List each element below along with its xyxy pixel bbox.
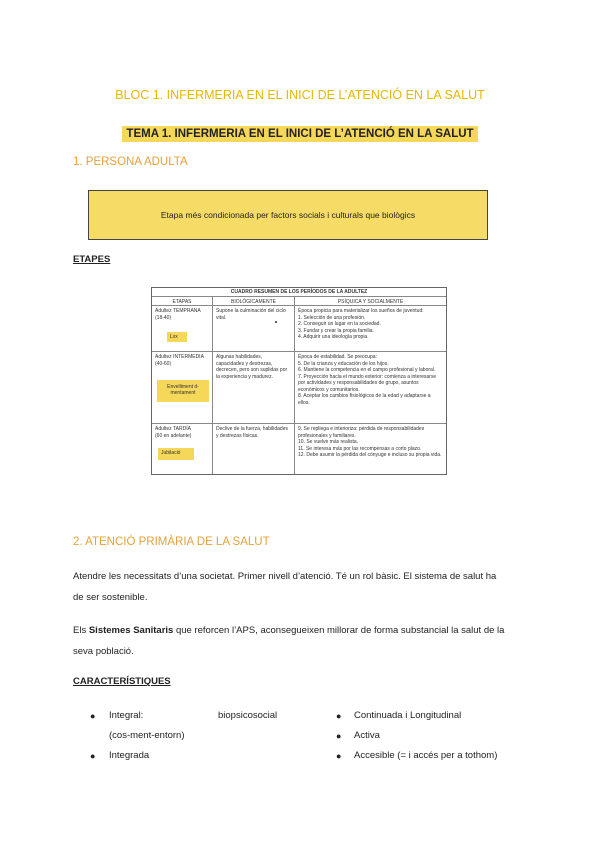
bio-cell: Supone la culminación del ciclo vital. bbox=[213, 306, 295, 351]
paragraph-aps bbox=[73, 566, 528, 608]
bullet-text: (cos-ment-entorn) bbox=[109, 730, 185, 741]
para-text: que reforcen l’APS, aconsegueixen millorar de forma substancial la salut de la bbox=[173, 625, 505, 636]
table-caption: CUADRO RESUMEN DE LOS PERÍODOS DE LA ADULTEZ bbox=[152, 288, 446, 297]
table-header-row bbox=[152, 297, 446, 306]
psi-line: Época de estabilidad. Se preocupa: bbox=[298, 354, 377, 360]
psi-line: 1. Selección de una profesión. bbox=[298, 314, 366, 321]
psi-line: 11. Se interesa más por las recompensas a corto plazo. bbox=[298, 445, 422, 452]
bullet-icon: ● bbox=[336, 731, 342, 741]
psi-cell bbox=[295, 352, 446, 423]
etapa-range: (18-40) bbox=[155, 314, 172, 321]
para-text: Els bbox=[73, 625, 89, 636]
bio-cell: Algunas habilidades, capacidades y destrezas, decrecen, pero son suplidas por la experiencia y madurez. bbox=[213, 352, 295, 423]
para-line: Atendre les necessitats d’una societat. Primer nivell d’atenció. Té un rol bàsic. El sistema de salut ha bbox=[73, 571, 497, 582]
psi-line: 9. Se repliega e interioriza: pérdida de responsabilidades profesionales y familiares. bbox=[298, 426, 425, 439]
psi-line: 7. Proyección hacia el mundo exterior: comienza a interesarse por actividades y responsabilidades de grupo, asuntos económicos y comunitarios. bbox=[298, 373, 437, 393]
etapes-label: ETAPES bbox=[73, 254, 111, 265]
table-row bbox=[152, 306, 446, 352]
paragraph-sistemes bbox=[73, 620, 528, 662]
psi-line: 10. Se vuelve más realista. bbox=[298, 439, 359, 445]
tema-title: TEMA 1. INFERMERIA EN EL INICI DE L’ATENCIÓ EN LA SALUT bbox=[122, 126, 477, 142]
bullet-dot bbox=[275, 321, 277, 323]
table-row bbox=[152, 424, 446, 474]
para-line bbox=[73, 620, 528, 641]
bullet-text: biopsicosocial bbox=[218, 710, 278, 721]
bullet-icon: ● bbox=[336, 751, 342, 761]
table-header-cell: BIOLÓGICAMENTE bbox=[213, 297, 295, 305]
etapa-name: Adultez TARDÍA bbox=[155, 426, 191, 432]
bullet-text: Continuada i Longitudinal bbox=[354, 710, 462, 721]
section2-heading: 2. ATENCIÓ PRIMÀRIA DE LA SALUT bbox=[73, 536, 270, 548]
bullet-text: Integral: bbox=[109, 710, 144, 721]
highlight-note: Jubilació bbox=[158, 448, 194, 460]
psi-line: 2. Conseguir un lugar en la sociedad. bbox=[298, 321, 381, 327]
para-bold: Sistemes Sanitaris bbox=[88, 625, 174, 636]
bullet-icon: ● bbox=[90, 711, 96, 721]
bloc-title: BLOC 1. INFERMERIA EN EL INICI DE L’ATENCIÓ EN LA SALUT bbox=[115, 88, 485, 102]
psi-line: 5. De la crianza y educación de los hijos. bbox=[298, 360, 389, 367]
section1-heading: 1. PERSONA ADULTA bbox=[73, 156, 188, 168]
caracteristiques-label: CARACTERÍSTIQUES bbox=[73, 676, 171, 687]
psi-cell bbox=[295, 424, 446, 474]
psi-line: Época propicia para materializar los sueños de juventud: bbox=[298, 308, 424, 314]
bullet-icon: ● bbox=[336, 711, 342, 721]
callout-box bbox=[88, 190, 488, 240]
highlight-note: Lxx bbox=[167, 332, 187, 342]
psi-line: 8. Aceptar los cambios fisiológicos de la edad y adaptarse a ellos. bbox=[298, 393, 431, 406]
etapa-range: (40-60) bbox=[155, 360, 172, 367]
psi-line: 4. Adquirir una ideología propia. bbox=[298, 334, 369, 340]
highlight-note: Envelliment d-mentament bbox=[157, 380, 209, 402]
adultez-summary-table bbox=[151, 287, 447, 475]
etapa-range: (60 en adelante) bbox=[155, 432, 192, 439]
bio-cell: Declive de la fuerza, habilidades y destrezas físicas. bbox=[213, 424, 295, 474]
para-line: seva població. bbox=[73, 646, 134, 657]
bullet-icon: ● bbox=[90, 751, 96, 761]
table-header-cell: PSÍQUICA Y SOCIALMENTE bbox=[337, 299, 404, 305]
psi-line: 12. Debe asumir la pérdida del cónyuge e incluso su propia vida. bbox=[298, 452, 442, 458]
bullet-text: Accesible (= i accés per a tothom) bbox=[354, 750, 498, 761]
etapa-name: Adultez TEMPRANA bbox=[155, 308, 201, 314]
psi-line: 6. Mantiene la competencia en el campo profesional y laboral. bbox=[298, 367, 436, 373]
bullet-text: Integrada bbox=[109, 750, 150, 761]
table-header-cell: ETAPAS bbox=[152, 297, 213, 305]
callout-text: Etapa més condicionada per factors socials i culturals que biològics bbox=[160, 210, 416, 220]
psi-cell bbox=[295, 306, 446, 351]
etapa-cell bbox=[152, 306, 213, 351]
para-line: de ser sostenible. bbox=[73, 592, 148, 603]
etapa-name: Adultez INTERMEDIA bbox=[155, 354, 204, 360]
bullet-text: Activa bbox=[354, 730, 380, 741]
tema-title-wrap bbox=[0, 124, 600, 142]
psi-line: 3. Fundar y crear la propia familia. bbox=[298, 327, 374, 334]
